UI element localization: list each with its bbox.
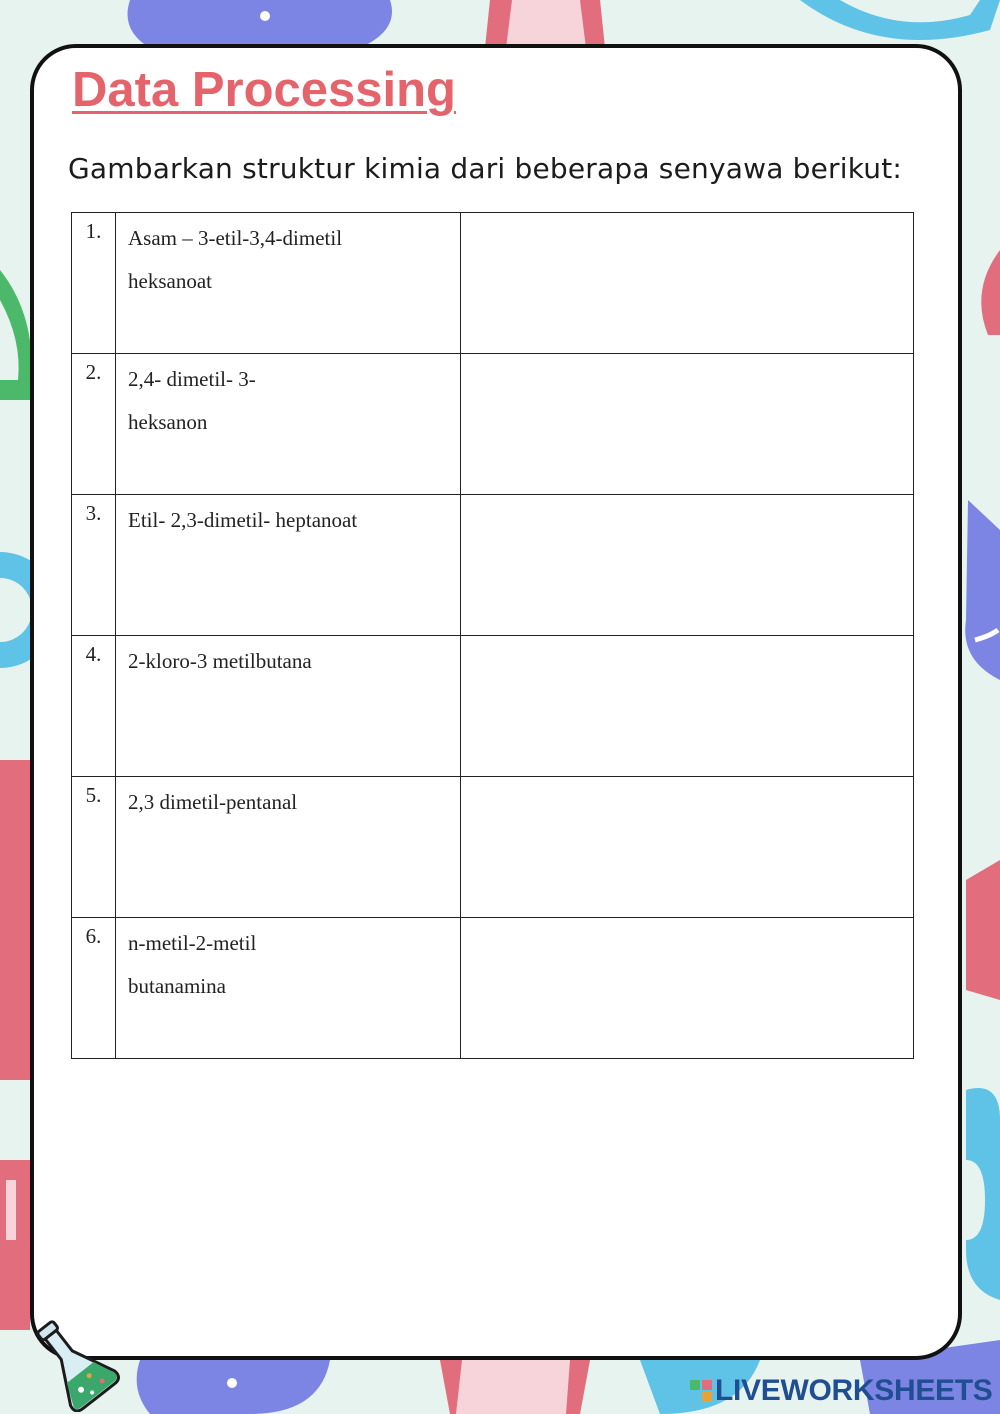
compound-name [116,636,461,777]
question-row [72,495,914,636]
compound-name-line1: n-metil-2-metil [128,931,257,955]
compound-name-line1: 2,3 dimetil-pentanal [128,790,298,814]
compound-name-line1: 2-kloro-3 metilbutana [128,649,312,673]
flask-icon [26,1312,126,1412]
brand-text: LIVEWORKSHEETS [715,1374,993,1407]
compound-name [116,354,461,495]
answer-cell[interactable] [461,354,914,495]
question-row [72,213,914,354]
compound-name-line1: Etil- 2,3-dimetil- heptanoat [128,508,358,532]
instruction-text: Gambarkan struktur kimia dari beberapa senyawa berikut: [68,152,903,185]
question-number: 6. [72,918,116,1059]
compound-name-line1: Asam – 3-etil-3,4-dimetil [128,226,343,250]
compound-name [116,777,461,918]
question-number: 1. [72,213,116,354]
compound-name-line2: butanamina [128,974,226,998]
question-number: 5. [72,777,116,918]
answer-cell[interactable] [461,495,914,636]
page-title: Data Processing [72,63,456,117]
question-row [72,636,914,777]
compound-name-line1: 2,4- dimetil- 3- [128,367,256,391]
liveworksheets-logo-icon [690,1380,712,1402]
answer-cell[interactable] [461,777,914,918]
question-row [72,777,914,918]
answer-cell[interactable] [461,918,914,1059]
question-number: 4. [72,636,116,777]
compound-name-line2: heksanoat [128,269,212,293]
compound-name [116,918,461,1059]
question-number: 2. [72,354,116,495]
question-row [72,918,914,1059]
compound-name-line2: heksanon [128,410,208,434]
liveworksheets-logo [690,1374,993,1408]
answer-cell[interactable] [461,213,914,354]
compound-name [116,213,461,354]
question-row [72,354,914,495]
answer-cell[interactable] [461,636,914,777]
question-number: 3. [72,495,116,636]
question-table [71,212,914,1059]
compound-name [116,495,461,636]
